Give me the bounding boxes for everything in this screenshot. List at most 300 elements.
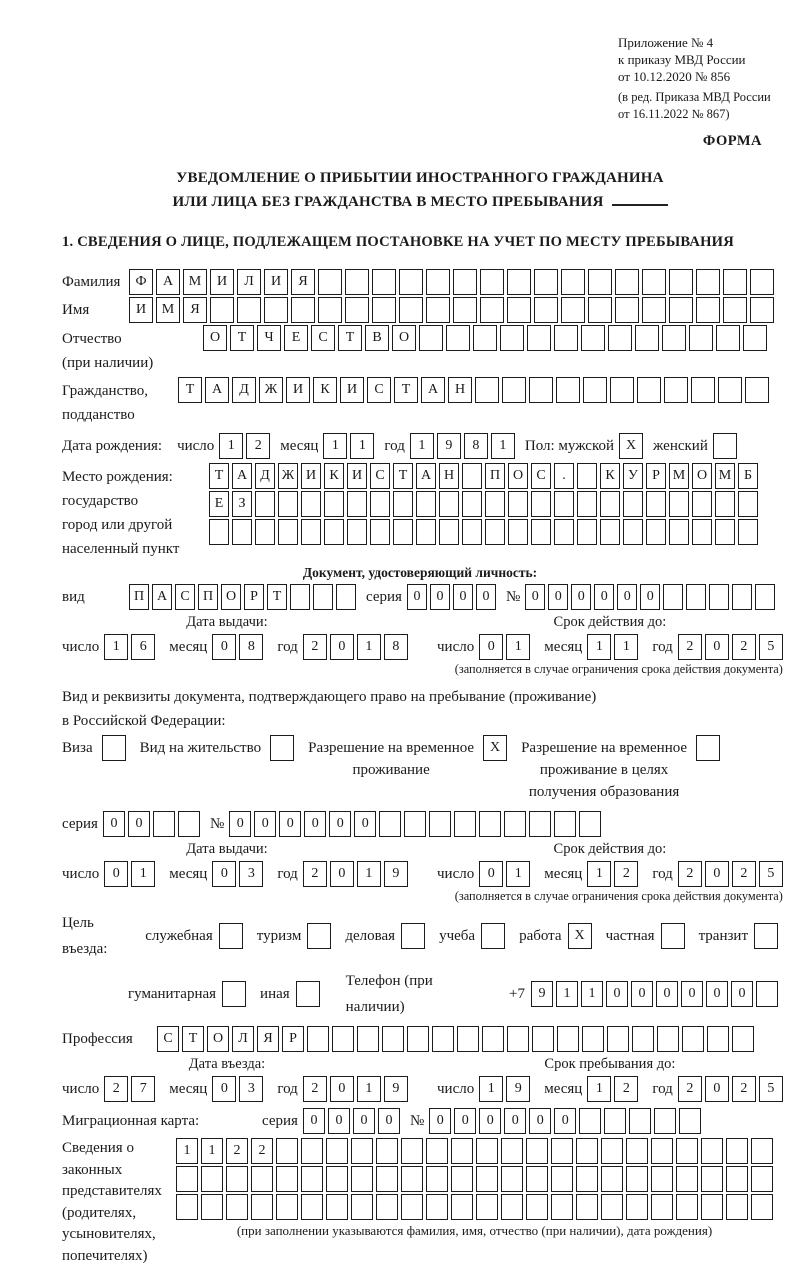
form-cell[interactable] [604, 1108, 626, 1134]
form-cell[interactable] [407, 1026, 429, 1052]
form-cell[interactable] [401, 1194, 423, 1220]
form-cell[interactable]: 9 [531, 981, 553, 1007]
form-cell[interactable] [626, 1194, 648, 1220]
form-cell[interactable]: Т [178, 377, 202, 403]
form-cell[interactable] [426, 269, 450, 295]
stay-until-day[interactable] [479, 1076, 530, 1102]
stay-issued-month[interactable] [212, 861, 263, 887]
passport-issued-month[interactable] [212, 634, 263, 660]
form-cell[interactable]: 1 [479, 1076, 503, 1102]
form-cell[interactable]: 1 [587, 634, 611, 660]
form-cell[interactable] [345, 297, 369, 323]
form-cell[interactable] [663, 584, 683, 610]
form-cell[interactable] [651, 1138, 673, 1164]
form-cell[interactable]: О [203, 325, 227, 351]
form-cell[interactable] [691, 377, 715, 403]
form-cell[interactable] [370, 491, 390, 517]
form-cell[interactable]: А [232, 463, 252, 489]
form-cell[interactable] [210, 297, 234, 323]
doc-kind-cells[interactable] [129, 584, 356, 610]
form-cell[interactable]: 0 [656, 981, 678, 1007]
phone-cells[interactable] [531, 981, 778, 1007]
form-cell[interactable] [696, 297, 720, 323]
form-cell[interactable] [534, 297, 558, 323]
form-cell[interactable]: 1 [581, 981, 603, 1007]
form-cell[interactable] [755, 584, 775, 610]
form-cell[interactable]: Ф [129, 269, 153, 295]
form-cell[interactable] [481, 923, 505, 949]
birth-month-cells[interactable] [323, 433, 374, 459]
form-cell[interactable] [473, 325, 497, 351]
form-cell[interactable] [276, 1194, 298, 1220]
form-cell[interactable]: Н [448, 377, 472, 403]
representatives-row2-cells[interactable] [176, 1166, 773, 1192]
form-cell[interactable]: X [483, 735, 507, 761]
form-cell[interactable]: 0 [706, 981, 728, 1007]
form-cell[interactable] [501, 1166, 523, 1192]
form-cell[interactable] [531, 519, 551, 545]
form-cell[interactable] [416, 491, 436, 517]
form-cell[interactable]: И [210, 269, 234, 295]
form-cell[interactable]: Б [738, 463, 758, 489]
form-cell[interactable] [707, 1026, 729, 1052]
form-cell[interactable] [579, 811, 601, 837]
form-cell[interactable] [669, 519, 689, 545]
form-cell[interactable] [332, 1026, 354, 1052]
form-cell[interactable]: У [623, 463, 643, 489]
form-cell[interactable] [716, 325, 740, 351]
form-cell[interactable] [307, 1026, 329, 1052]
form-cell[interactable] [561, 269, 585, 295]
form-cell[interactable]: И [347, 463, 367, 489]
stay-number-cells[interactable] [229, 811, 601, 837]
form-cell[interactable] [507, 297, 531, 323]
form-cell[interactable]: О [221, 584, 241, 610]
form-cell[interactable]: 0 [128, 811, 150, 837]
form-cell[interactable] [601, 1194, 623, 1220]
form-cell[interactable]: М [183, 269, 207, 295]
form-cell[interactable]: Т [393, 463, 413, 489]
form-cell[interactable] [351, 1138, 373, 1164]
form-cell[interactable] [642, 297, 666, 323]
form-cell[interactable] [462, 491, 482, 517]
form-cell[interactable] [432, 1026, 454, 1052]
form-cell[interactable]: Л [237, 269, 261, 295]
passport-issued-day[interactable] [104, 634, 155, 660]
form-cell[interactable] [615, 269, 639, 295]
purpose-transit-checkbox[interactable] [754, 923, 778, 949]
form-cell[interactable] [201, 1194, 223, 1220]
form-cell[interactable] [462, 519, 482, 545]
form-cell[interactable] [646, 491, 666, 517]
form-cell[interactable] [508, 491, 528, 517]
form-cell[interactable]: Т [182, 1026, 204, 1052]
form-cell[interactable] [661, 923, 685, 949]
form-cell[interactable]: Р [282, 1026, 304, 1052]
form-cell[interactable] [176, 1194, 198, 1220]
form-cell[interactable] [745, 377, 769, 403]
form-cell[interactable] [347, 491, 367, 517]
sex-male-checkbox[interactable] [619, 433, 643, 459]
form-cell[interactable] [669, 269, 693, 295]
form-cell[interactable] [692, 519, 712, 545]
form-cell[interactable] [600, 519, 620, 545]
form-cell[interactable] [255, 519, 275, 545]
form-cell[interactable] [301, 1194, 323, 1220]
form-cell[interactable] [401, 1138, 423, 1164]
form-cell[interactable]: А [152, 584, 172, 610]
form-cell[interactable] [401, 923, 425, 949]
form-cell[interactable]: 0 [453, 584, 473, 610]
form-cell[interactable] [419, 325, 443, 351]
form-cell[interactable]: А [205, 377, 229, 403]
form-cell[interactable] [610, 377, 634, 403]
form-cell[interactable] [718, 377, 742, 403]
form-cell[interactable] [577, 463, 597, 489]
form-cell[interactable] [601, 1138, 623, 1164]
form-cell[interactable] [551, 1194, 573, 1220]
form-cell[interactable] [561, 297, 585, 323]
form-cell[interactable] [301, 1166, 323, 1192]
citizenship-cells[interactable] [178, 377, 769, 403]
form-cell[interactable]: 3 [239, 1076, 263, 1102]
form-cell[interactable]: 0 [529, 1108, 551, 1134]
form-cell[interactable]: . [554, 463, 574, 489]
form-cell[interactable] [554, 491, 574, 517]
form-cell[interactable]: 8 [239, 634, 263, 660]
form-cell[interactable] [701, 1166, 723, 1192]
form-cell[interactable]: И [129, 297, 153, 323]
form-cell[interactable] [526, 1138, 548, 1164]
form-cell[interactable] [554, 519, 574, 545]
form-cell[interactable]: 0 [354, 811, 376, 837]
form-cell[interactable]: 0 [330, 1076, 354, 1102]
form-cell[interactable] [176, 1166, 198, 1192]
form-cell[interactable]: 1 [219, 433, 243, 459]
form-cell[interactable] [676, 1138, 698, 1164]
form-cell[interactable]: 0 [279, 811, 301, 837]
form-cell[interactable]: А [156, 269, 180, 295]
form-cell[interactable]: И [286, 377, 310, 403]
form-cell[interactable]: 0 [329, 811, 351, 837]
form-cell[interactable] [324, 519, 344, 545]
form-cell[interactable]: 1 [357, 1076, 381, 1102]
form-cell[interactable]: П [129, 584, 149, 610]
form-cell[interactable] [527, 325, 551, 351]
form-cell[interactable] [480, 269, 504, 295]
form-cell[interactable]: X [568, 923, 592, 949]
form-cell[interactable]: Ч [257, 325, 281, 351]
form-cell[interactable] [701, 1194, 723, 1220]
form-cell[interactable]: Д [255, 463, 275, 489]
representatives-row3-cells[interactable] [176, 1194, 773, 1220]
form-cell[interactable] [732, 1026, 754, 1052]
form-cell[interactable]: 1 [506, 634, 530, 660]
form-cell[interactable]: Т [267, 584, 287, 610]
form-cell[interactable] [682, 1026, 704, 1052]
form-cell[interactable]: 2 [104, 1076, 128, 1102]
form-cell[interactable] [632, 1026, 654, 1052]
form-cell[interactable] [264, 297, 288, 323]
form-cell[interactable]: 0 [330, 634, 354, 660]
form-cell[interactable] [307, 923, 331, 949]
form-cell[interactable] [554, 325, 578, 351]
form-cell[interactable] [623, 491, 643, 517]
form-cell[interactable]: П [198, 584, 218, 610]
form-cell[interactable]: 2 [732, 861, 756, 887]
form-cell[interactable] [237, 297, 261, 323]
form-cell[interactable]: О [207, 1026, 229, 1052]
form-cell[interactable]: А [416, 463, 436, 489]
form-cell[interactable]: 0 [606, 981, 628, 1007]
form-cell[interactable]: 0 [705, 861, 729, 887]
form-cell[interactable] [451, 1194, 473, 1220]
migration-number-cells[interactable] [429, 1108, 701, 1134]
form-cell[interactable]: 9 [437, 433, 461, 459]
form-cell[interactable] [399, 297, 423, 323]
form-cell[interactable] [276, 1138, 298, 1164]
form-cell[interactable] [732, 584, 752, 610]
form-cell[interactable] [615, 297, 639, 323]
form-cell[interactable]: 0 [631, 981, 653, 1007]
form-cell[interactable]: 0 [430, 584, 450, 610]
form-cell[interactable] [232, 519, 252, 545]
form-cell[interactable] [696, 269, 720, 295]
form-cell[interactable]: Я [183, 297, 207, 323]
form-cell[interactable] [508, 519, 528, 545]
form-cell[interactable] [715, 519, 735, 545]
form-cell[interactable]: 1 [131, 861, 155, 887]
form-cell[interactable]: 1 [350, 433, 374, 459]
form-cell[interactable]: Т [394, 377, 418, 403]
form-cell[interactable] [201, 1166, 223, 1192]
form-cell[interactable] [426, 1166, 448, 1192]
form-cell[interactable] [382, 1026, 404, 1052]
stay-until-month[interactable] [587, 1076, 638, 1102]
form-cell[interactable] [480, 297, 504, 323]
form-cell[interactable] [751, 1166, 773, 1192]
form-cell[interactable] [679, 1108, 701, 1134]
form-cell[interactable] [713, 433, 737, 459]
form-cell[interactable] [102, 735, 126, 761]
profession-cells[interactable] [157, 1026, 754, 1052]
form-cell[interactable] [529, 377, 553, 403]
form-cell[interactable] [301, 1138, 323, 1164]
form-cell[interactable] [588, 297, 612, 323]
form-cell[interactable]: 0 [407, 584, 427, 610]
form-cell[interactable] [226, 1194, 248, 1220]
form-cell[interactable] [583, 377, 607, 403]
form-cell[interactable] [751, 1138, 773, 1164]
form-cell[interactable]: 0 [479, 861, 503, 887]
form-cell[interactable] [451, 1166, 473, 1192]
form-cell[interactable]: 2 [226, 1138, 248, 1164]
form-cell[interactable] [751, 1194, 773, 1220]
form-cell[interactable] [726, 1138, 748, 1164]
form-cell[interactable]: 2 [678, 1076, 702, 1102]
form-cell[interactable] [582, 1026, 604, 1052]
form-cell[interactable]: М [156, 297, 180, 323]
form-cell[interactable] [429, 811, 451, 837]
form-cell[interactable] [581, 325, 605, 351]
form-cell[interactable] [662, 325, 686, 351]
form-cell[interactable]: 2 [614, 861, 638, 887]
form-cell[interactable]: 0 [476, 584, 496, 610]
form-cell[interactable] [669, 297, 693, 323]
form-cell[interactable] [557, 1026, 579, 1052]
form-cell[interactable]: Р [244, 584, 264, 610]
option-temp-residence-education-checkbox[interactable] [696, 735, 720, 761]
form-cell[interactable] [526, 1194, 548, 1220]
form-cell[interactable]: 0 [525, 584, 545, 610]
form-cell[interactable] [476, 1138, 498, 1164]
form-cell[interactable] [676, 1194, 698, 1220]
form-cell[interactable] [453, 269, 477, 295]
form-cell[interactable]: 1 [506, 861, 530, 887]
form-cell[interactable]: 0 [254, 811, 276, 837]
form-cell[interactable]: 0 [640, 584, 660, 610]
form-cell[interactable] [372, 269, 396, 295]
form-cell[interactable]: 0 [229, 811, 251, 837]
form-cell[interactable] [370, 519, 390, 545]
form-cell[interactable] [296, 981, 320, 1007]
form-cell[interactable] [626, 1166, 648, 1192]
form-cell[interactable] [726, 1194, 748, 1220]
birth-day-cells[interactable] [219, 433, 270, 459]
form-cell[interactable] [532, 1026, 554, 1052]
form-cell[interactable] [278, 519, 298, 545]
form-cell[interactable] [153, 811, 175, 837]
form-cell[interactable] [457, 1026, 479, 1052]
stay-series-cells[interactable] [103, 811, 200, 837]
form-cell[interactable]: 0 [479, 1108, 501, 1134]
form-cell[interactable]: 0 [594, 584, 614, 610]
form-cell[interactable] [500, 325, 524, 351]
stay-valid-year[interactable] [678, 861, 783, 887]
form-cell[interactable]: 0 [353, 1108, 375, 1134]
form-cell[interactable] [623, 519, 643, 545]
form-cell[interactable] [529, 811, 551, 837]
form-cell[interactable]: 0 [454, 1108, 476, 1134]
form-cell[interactable] [451, 1138, 473, 1164]
form-cell[interactable]: Р [646, 463, 666, 489]
form-cell[interactable] [756, 981, 778, 1007]
form-cell[interactable] [399, 269, 423, 295]
form-cell[interactable]: 0 [681, 981, 703, 1007]
form-cell[interactable]: 0 [548, 584, 568, 610]
form-cell[interactable]: 9 [384, 1076, 408, 1102]
form-cell[interactable] [426, 1194, 448, 1220]
form-cell[interactable]: 0 [328, 1108, 350, 1134]
form-cell[interactable] [345, 269, 369, 295]
form-cell[interactable]: 0 [104, 861, 128, 887]
form-cell[interactable] [696, 735, 720, 761]
form-cell[interactable] [376, 1166, 398, 1192]
form-cell[interactable] [689, 325, 713, 351]
form-cell[interactable]: Д [232, 377, 256, 403]
sex-female-checkbox[interactable] [713, 433, 737, 459]
form-cell[interactable]: 0 [705, 634, 729, 660]
form-cell[interactable]: 1 [491, 433, 515, 459]
form-cell[interactable]: М [669, 463, 689, 489]
form-cell[interactable] [692, 491, 712, 517]
purpose-work-checkbox[interactable] [568, 923, 592, 949]
form-cell[interactable] [738, 519, 758, 545]
form-cell[interactable]: 0 [330, 861, 354, 887]
form-cell[interactable]: В [365, 325, 389, 351]
form-cell[interactable]: А [421, 377, 445, 403]
option-visa-checkbox[interactable] [102, 735, 126, 761]
form-cell[interactable]: 0 [571, 584, 591, 610]
form-cell[interactable] [607, 1026, 629, 1052]
form-cell[interactable] [376, 1194, 398, 1220]
option-residence-permit-checkbox[interactable] [270, 735, 294, 761]
form-cell[interactable] [626, 1138, 648, 1164]
form-cell[interactable] [379, 811, 401, 837]
form-cell[interactable] [351, 1166, 373, 1192]
form-cell[interactable] [313, 584, 333, 610]
form-cell[interactable] [376, 1138, 398, 1164]
entry-day[interactable] [104, 1076, 155, 1102]
form-cell[interactable] [664, 377, 688, 403]
stay-valid-month[interactable] [587, 861, 638, 887]
purpose-business-checkbox[interactable] [401, 923, 425, 949]
form-cell[interactable] [551, 1138, 573, 1164]
form-cell[interactable] [723, 269, 747, 295]
form-cell[interactable] [709, 584, 729, 610]
form-cell[interactable]: 0 [304, 811, 326, 837]
form-cell[interactable] [255, 491, 275, 517]
form-cell[interactable] [393, 519, 413, 545]
form-cell[interactable] [401, 1166, 423, 1192]
form-cell[interactable] [576, 1166, 598, 1192]
form-cell[interactable]: О [508, 463, 528, 489]
form-cell[interactable]: 0 [212, 861, 236, 887]
form-cell[interactable] [301, 519, 321, 545]
form-cell[interactable] [336, 584, 356, 610]
birthplace-row1-cells[interactable] [209, 463, 758, 489]
form-cell[interactable]: 0 [103, 811, 125, 837]
form-cell[interactable] [601, 1166, 623, 1192]
form-cell[interactable] [576, 1194, 598, 1220]
form-cell[interactable] [723, 297, 747, 323]
form-cell[interactable] [326, 1194, 348, 1220]
form-cell[interactable]: Е [284, 325, 308, 351]
form-cell[interactable]: 1 [587, 1076, 611, 1102]
form-cell[interactable]: Т [338, 325, 362, 351]
form-cell[interactable] [676, 1166, 698, 1192]
form-cell[interactable]: 1 [323, 433, 347, 459]
birth-year-cells[interactable] [410, 433, 515, 459]
form-cell[interactable]: 1 [176, 1138, 198, 1164]
form-cell[interactable] [501, 1138, 523, 1164]
form-cell[interactable]: Ж [278, 463, 298, 489]
stay-issued-year[interactable] [303, 861, 408, 887]
form-cell[interactable]: 2 [732, 634, 756, 660]
form-cell[interactable]: 0 [479, 634, 503, 660]
form-cell[interactable] [577, 519, 597, 545]
form-cell[interactable] [485, 519, 505, 545]
form-cell[interactable]: 0 [429, 1108, 451, 1134]
form-cell[interactable] [439, 491, 459, 517]
form-cell[interactable]: К [600, 463, 620, 489]
form-cell[interactable]: Т [230, 325, 254, 351]
form-cell[interactable]: П [485, 463, 505, 489]
form-cell[interactable] [426, 1138, 448, 1164]
form-cell[interactable]: Я [257, 1026, 279, 1052]
form-cell[interactable] [637, 377, 661, 403]
form-cell[interactable] [501, 1194, 523, 1220]
